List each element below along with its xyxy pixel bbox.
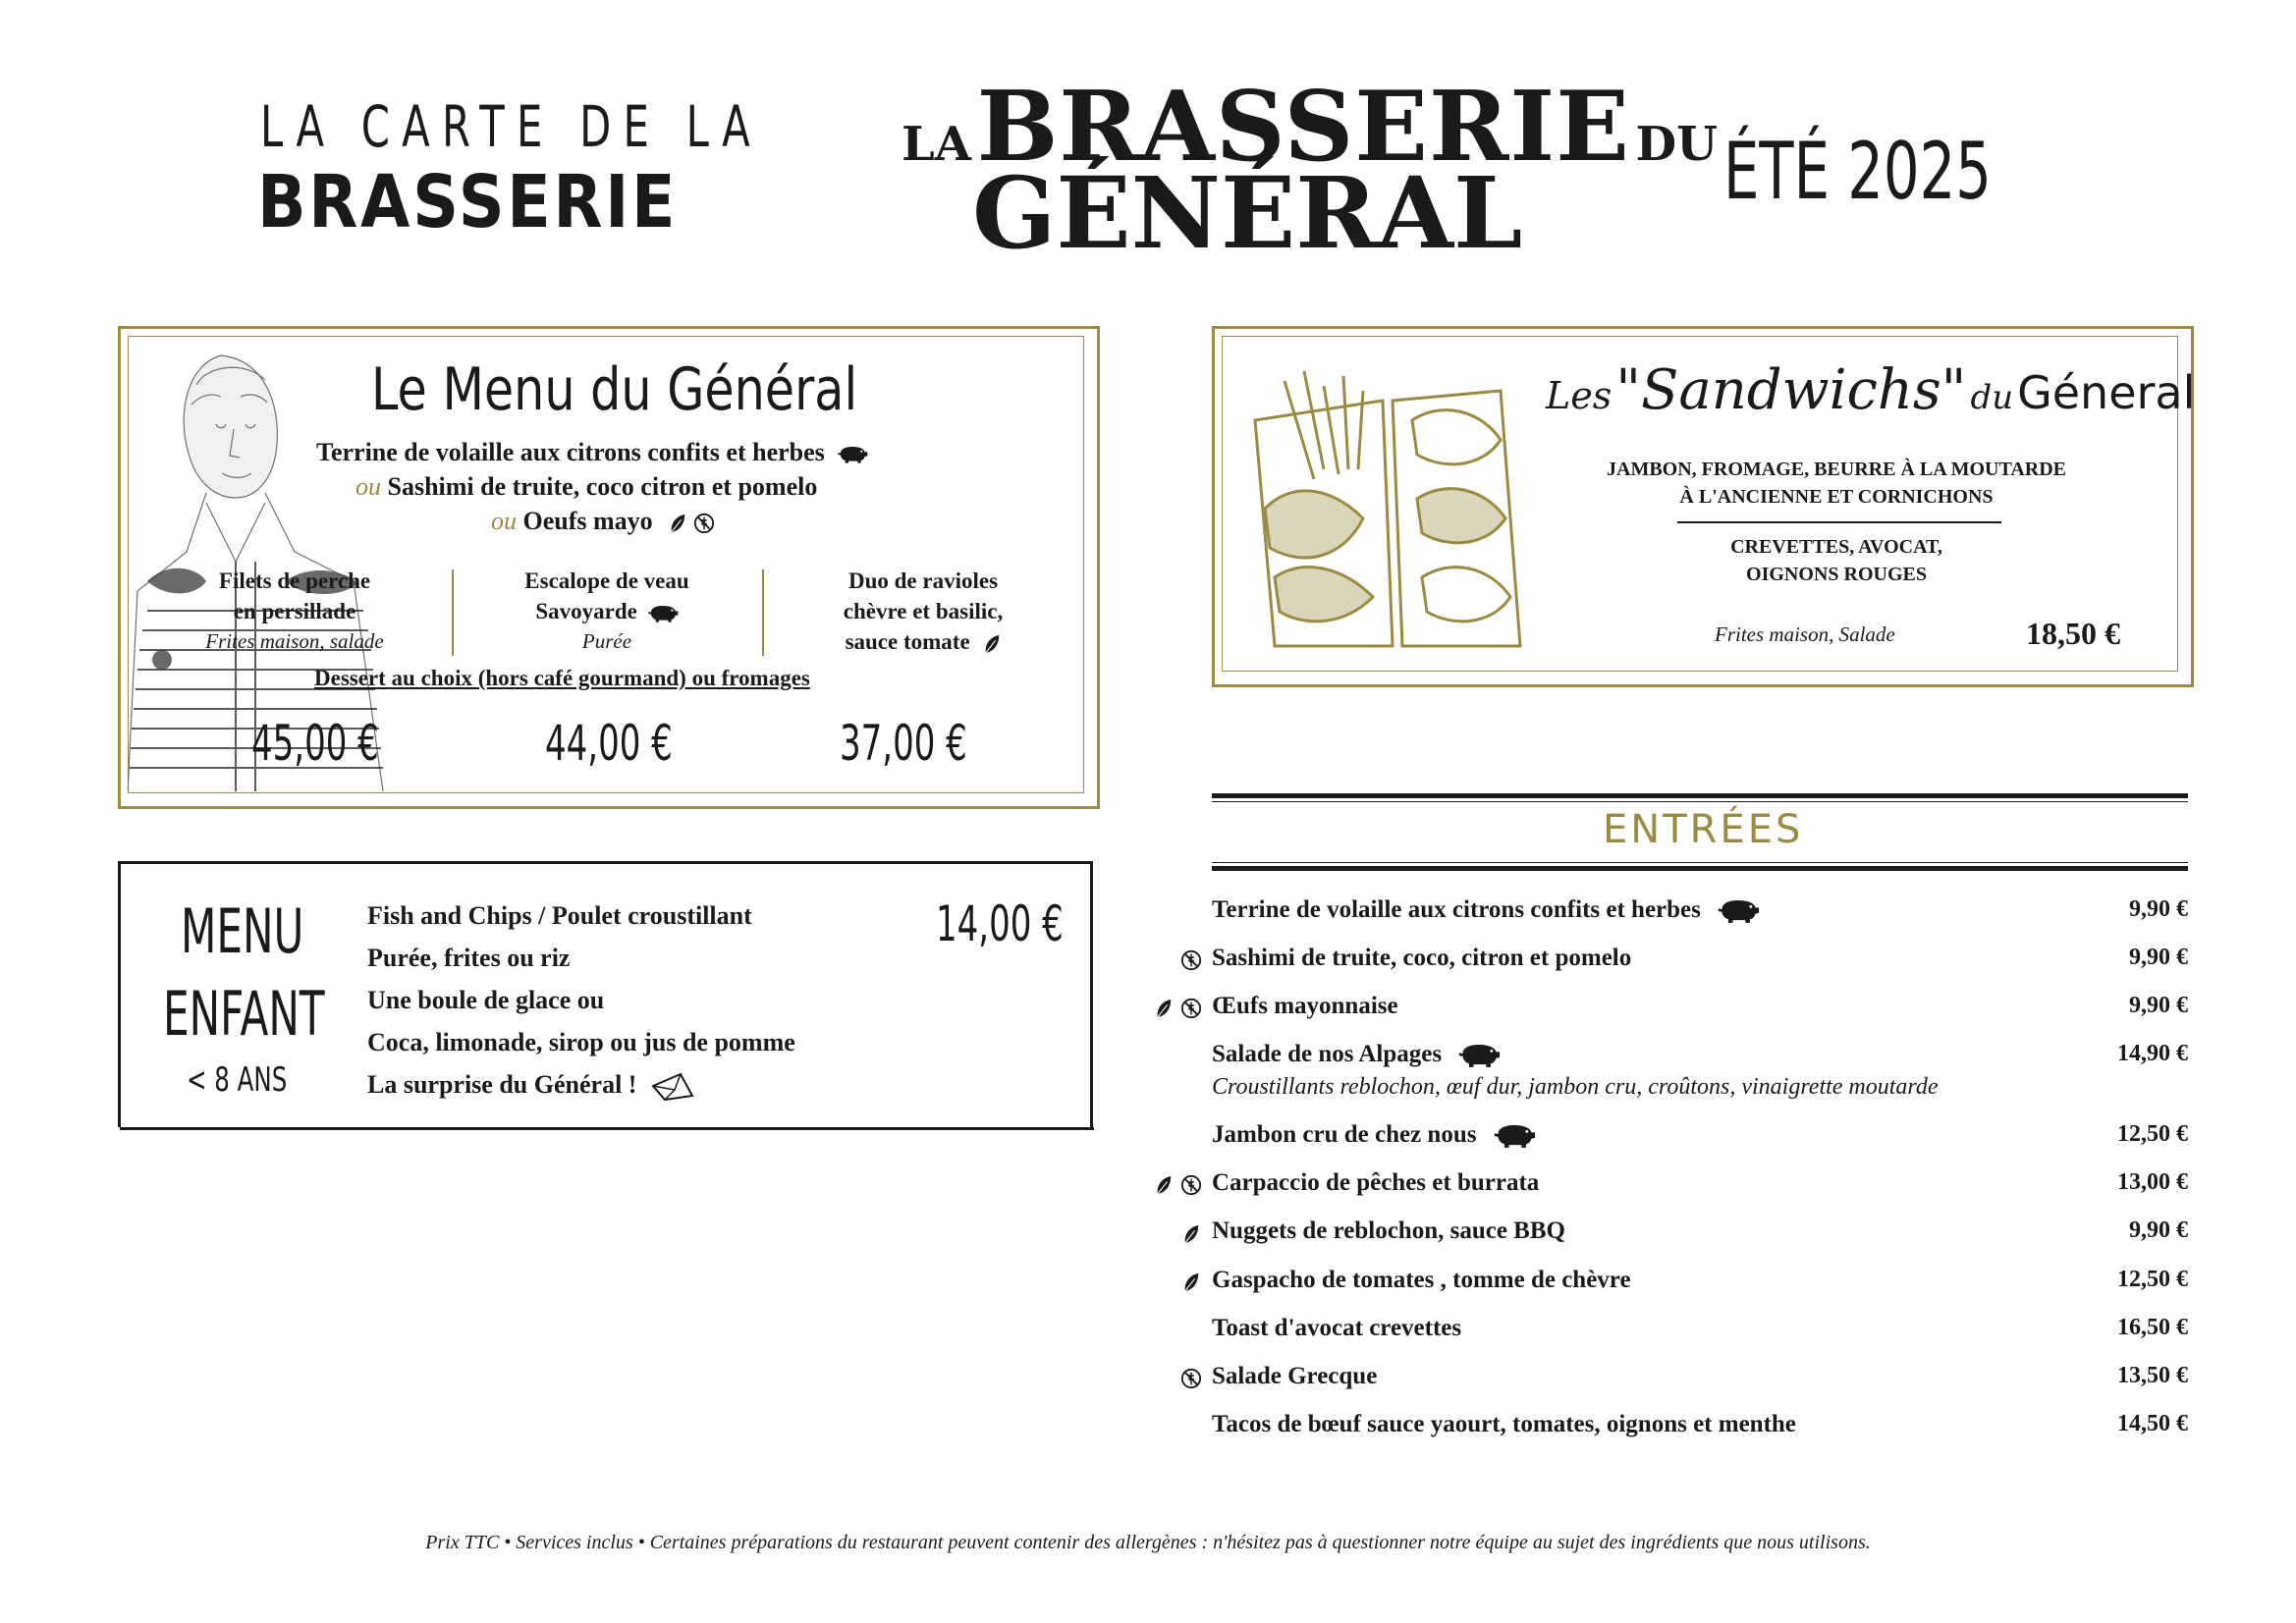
main-2-line2-row (469, 596, 744, 626)
entree-price: 9,90 € (2129, 945, 2188, 970)
gluten-free-icon (1180, 949, 1202, 971)
leaf-icon (1182, 1271, 1200, 1293)
title-du: du (1970, 378, 2014, 417)
entree-price: 9,90 € (2129, 993, 2188, 1018)
leaf-icon (1182, 1223, 1200, 1245)
entrees-rule-bottom-thin (1212, 862, 2188, 863)
pig-icon (1493, 1123, 1536, 1149)
entree-item: Œufs mayonnaise (1212, 993, 1398, 1019)
or-word: ou (355, 472, 381, 501)
footer-note: Prix TTC • Services inclus • Certaines préparations du restaurant peuvent contenir des allergènes : n'hésitez pas à questionner notre équipe au sujet des ingrédients que nous utilisons. (425, 1532, 1871, 1553)
main-3-line3-row (786, 626, 1061, 657)
sandwich-2-line1: CREVETTES, AVOCAT, (1730, 536, 1942, 558)
starter-2-label: Sashimi de truite, coco citron et pomelo (387, 472, 818, 501)
title-les: Les (1546, 374, 1613, 417)
pig-icon (1717, 898, 1760, 924)
entree-item: Nuggets de reblochon, sauce BBQ (1212, 1217, 1565, 1244)
entree-name: Salade de nos Alpages (1212, 1041, 1443, 1067)
main-2-side: Purée (581, 629, 632, 653)
kids-menu-line-2: Purée, frites ou riz (367, 944, 571, 972)
gluten-free-icon (1180, 1174, 1202, 1196)
logo-general: GÉNÉRAL (972, 155, 1523, 271)
entree-price: 14,90 € (2117, 1041, 2188, 1066)
entrees-rule-bottom (1212, 866, 2188, 871)
course-divider (762, 569, 764, 656)
header-left-line2: BRASSERIE (257, 160, 679, 244)
kids-menu-line-5 (367, 1070, 694, 1102)
menu-price-1: 45,00 € (251, 715, 379, 772)
main-3-line2: chèvre et basilic, (843, 599, 1004, 623)
leaf-icon (1155, 1174, 1173, 1196)
course-divider (452, 569, 454, 656)
entree-item (1212, 1041, 1501, 1068)
entrees-rule-top (1212, 793, 2188, 798)
entree-item (1212, 1121, 1536, 1149)
entree-price: 14,50 € (2117, 1411, 2188, 1436)
sandwich-1-line1: JAMBON, FROMAGE, BEURRE À LA MOUTARDE (1607, 459, 2066, 480)
kids-menu-line-1: Fish and Chips / Poulet croustillant (367, 901, 752, 930)
main-1-line2: en persillade (233, 599, 356, 623)
sandwiches-title (1546, 358, 2195, 422)
main-1-line1: Filets de perche (218, 568, 371, 593)
menu-price-3: 37,00 € (840, 715, 967, 772)
entree-name: Terrine de volaille aux citrons confits et herbes (1212, 896, 1701, 923)
entree-price: 12,50 € (2117, 1267, 2188, 1292)
logo-du: DU (1635, 117, 1719, 172)
kids-menu-title-2: ENFANT (163, 978, 325, 1050)
gluten-free-icon (1180, 1368, 1202, 1389)
kids-menu-border-right (1090, 861, 1093, 1127)
pig-icon (647, 604, 679, 623)
season-label: ÉTÉ 2025 (1723, 126, 1992, 217)
entree-item: Gaspacho de tomates , tomme de chèvre (1212, 1267, 1631, 1293)
entree-price: 12,50 € (2117, 1121, 2188, 1147)
main-1-side: Frites maison, salade (205, 629, 384, 653)
main-2-line1: Escalope de veau (524, 568, 689, 593)
title-sandwichs: "Sandwichs" (1615, 358, 1967, 422)
main-3-line1: Duo de ravioles (847, 568, 999, 593)
entree-description: Croustillants reblochon, œuf dur, jambon cru, croûtons, vinaigrette moutarde (1212, 1074, 1939, 1100)
menu-price-2: 44,00 € (545, 715, 673, 772)
main-course-1 (157, 566, 432, 657)
main-course-3 (786, 566, 1061, 657)
kids-menu-line-3: Une boule de glace ou (367, 986, 605, 1014)
dessert-line: Dessert au choix (hors café gourmand) ou fromages (314, 666, 810, 690)
or-word: ou (491, 507, 517, 535)
sandwich-2-line2: OIGNONS ROUGES (1746, 564, 1927, 585)
entree-price: 9,90 € (2129, 896, 2188, 922)
entree-item: Carpaccio de pêches et burrata (1212, 1169, 1540, 1196)
menu-general-title: Le Menu du Général (371, 355, 858, 424)
entree-price: 16,50 € (2117, 1315, 2188, 1340)
leaf-icon (983, 633, 1001, 655)
title-general: Géneral (2017, 366, 2196, 419)
entree-price: 9,90 € (2129, 1217, 2188, 1243)
entrees-title: ENTRÉES (1603, 807, 1804, 852)
entree-item: Tacos de bœuf sauce yaourt, tomates, oignons et menthe (1212, 1411, 1796, 1437)
entree-item: Salade Grecque (1212, 1363, 1378, 1389)
pig-icon (1457, 1043, 1501, 1068)
main-course-2 (469, 566, 744, 657)
kids-menu-border-left (118, 861, 121, 1127)
entree-price: 13,50 € (2117, 1363, 2188, 1388)
header-left-line1: LA CARTE DE LA (260, 93, 762, 160)
gift-icon (651, 1072, 694, 1102)
starter-1-label: Terrine de volaille aux citrons confits et herbes (316, 438, 825, 466)
entree-name: Jambon cru de chez nous (1212, 1121, 1477, 1148)
sandwich-price: 18,50 € (2026, 616, 2120, 651)
entree-item: Toast d'avocat crevettes (1212, 1315, 1462, 1341)
leaf-icon (669, 513, 686, 534)
menu-general-starter-3 (491, 507, 715, 536)
kids-menu-surprise: La surprise du Général ! (367, 1070, 637, 1099)
sandwich-side: Frites maison, Salade (1715, 622, 1895, 646)
sandwich-1-line2: À L'ANCIENNE ET CORNICHONS (1679, 486, 1994, 508)
sandwich-separator (1677, 521, 2001, 523)
menu-general-starter-1 (316, 438, 868, 467)
starter-3-label: Oeufs mayo (522, 507, 653, 535)
kids-menu-border-top (118, 861, 1092, 864)
kids-menu-border-bottom (120, 1127, 1094, 1130)
kids-menu-age: < 8 ANS (187, 1060, 288, 1100)
logo-brasserie: BRASSERIE (976, 71, 1630, 184)
entree-item (1212, 896, 1760, 924)
leaf-icon (1155, 998, 1173, 1019)
main-2-line2: Savoyarde (535, 599, 637, 623)
pig-icon (837, 445, 868, 464)
gluten-free-icon (1180, 998, 1202, 1019)
entrees-rule-top-thin (1212, 801, 2188, 802)
gluten-free-icon (693, 513, 715, 534)
main-3-line3: sauce tomate (845, 629, 970, 654)
sandwich-item-2 (1532, 533, 2141, 588)
sandwich-item-1 (1532, 456, 2141, 511)
kids-menu-line-4: Coca, limonade, sirop ou jus de pomme (367, 1028, 795, 1056)
entree-item: Sashimi de truite, coco, citron et pomelo (1212, 945, 1632, 971)
kids-menu-title-1: MENU (181, 895, 304, 967)
sandwich-illustration (1245, 361, 1540, 656)
menu-general-starter-2 (355, 472, 817, 502)
entree-price: 13,00 € (2117, 1169, 2188, 1195)
logo-la: LA (902, 117, 971, 172)
kids-menu-price: 14,00 € (936, 895, 1064, 952)
